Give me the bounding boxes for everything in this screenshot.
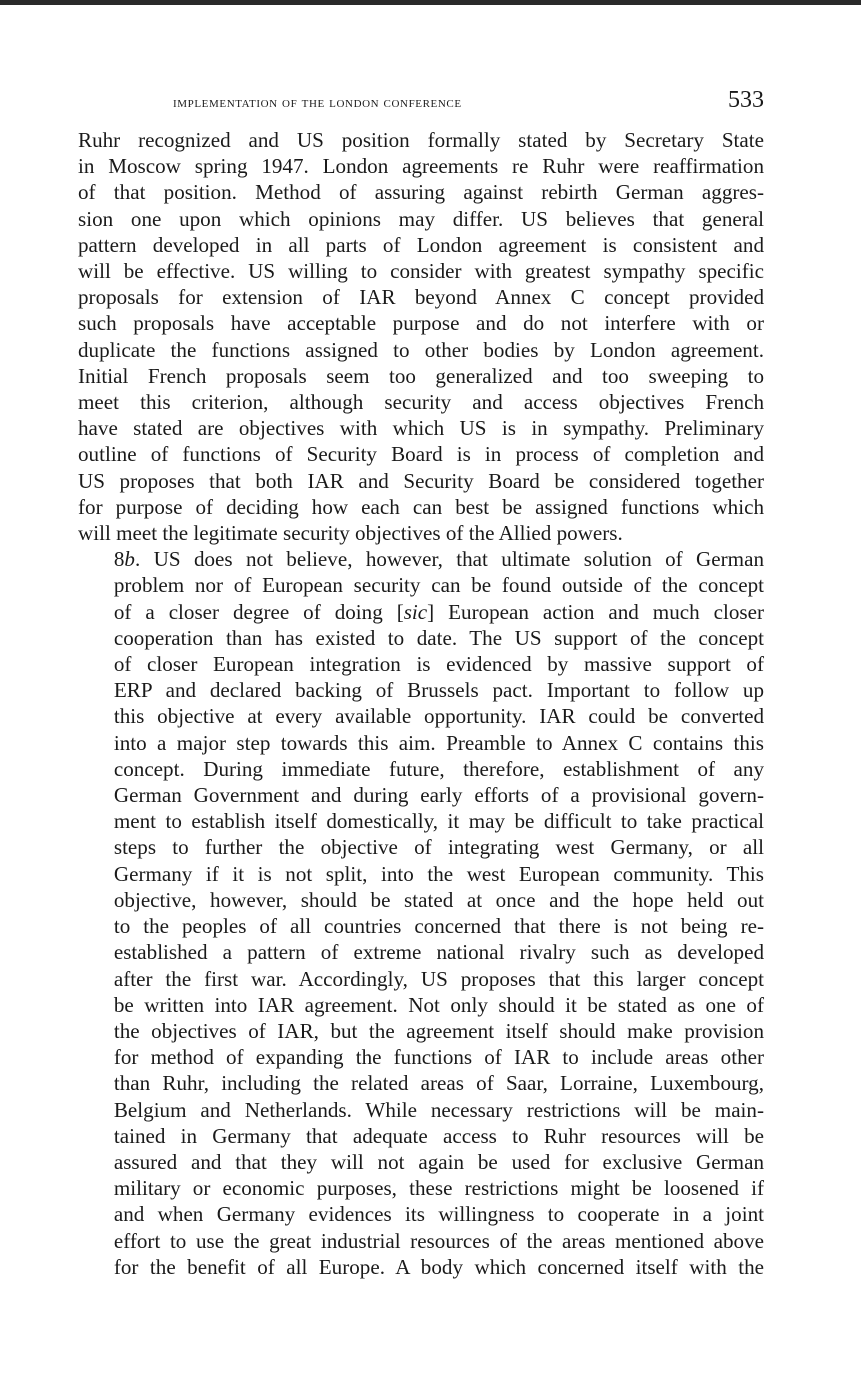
sic-notation: sic [403,599,428,624]
paragraph-line: problem nor of European security can be found outside of the concept [113,573,764,598]
paragraph-line: German Government and during early efforts of a provisional govern- [113,783,764,808]
paragraph-line: ERP and declared backing of Brussels pact. Important to follow up [113,678,764,703]
paragraph-line: tained in Germany that adequate access to Ruhr resources will be [113,1123,764,1148]
paragraph-line: established a pattern of extreme national rivalry such as developed [113,940,764,965]
paragraph-line: and when Germany evidences its willingness to cooperate in a joint [113,1202,764,1227]
paragraph-line: duplicate the functions assigned to other bodies by London agreement. [78,337,764,362]
paragraph-line: of closer European integration is evidenced by massive support of [113,652,764,677]
paragraph-line: proposals for extension of IAR beyond Annex C concept provided [78,285,764,310]
paragraph-line: such proposals have acceptable purpose and do not interfere with or [78,311,764,336]
document-page [78,85,764,1280]
page-number: 533 [728,87,764,113]
paragraph-line: will be effective. US willing to consider with greatest sympathy specific [78,259,764,284]
paragraph-line: Ruhr recognized and US position formally stated by Secretary State [78,128,764,152]
running-head [78,85,764,127]
paragraph-line: have stated are objectives with which US is in sympathy. Preliminary [78,416,764,441]
paragraph-line: after the first war. Accordingly, US proposes that this larger concept [113,966,764,991]
paragraph-line: assured and that they will not again be used for exclusive German [113,1149,764,1174]
paragraph-line: outline of functions of Security Board is in process of completion and [78,442,764,467]
paragraph-line: meet this criterion, although security and access objectives French [78,390,764,415]
paragraph-line: cooperation than has existed to date. The US support of the concept [113,625,764,650]
paragraph-line: 8b. US does not believe, however, that ultimate solution of German [113,547,764,572]
paragraph-line: this objective at every available opportunity. IAR could be converted [113,704,764,729]
paragraph-line: Initial French proposals seem too generalized and too sweeping to [78,363,764,388]
paragraph-line: of that position. Method of assuring against rebirth German aggres- [78,180,764,205]
paragraph-line: to the peoples of all countries concerned that there is not being re- [113,914,764,939]
paragraph-line: Germany if it is not split, into the west European community. This [113,861,764,886]
paragraph-line: than Ruhr, including the related areas of Saar, Lorraine, Luxembourg, [113,1071,764,1096]
page-top-edge [0,0,861,5]
paragraph-line: of a closer degree of doing [sic] European action and much closer [113,599,764,624]
paragraph-line: objective, however, should be stated at once and the hope held out [113,887,764,912]
paragraph-line: into a major step towards this aim. Preamble to Annex C contains this [113,730,764,755]
paragraph-line: the objectives of IAR, but the agreement itself should make provision [113,1018,764,1043]
paragraph-line: military or economic purposes, these restrictions might be loosened if [113,1176,764,1201]
paragraph-line: steps to further the objective of integrating west Germany, or all [113,835,764,860]
paragraph-line: US proposes that both IAR and Security Board be considered together [78,468,764,493]
paragraph-line: will meet the legitimate security objectives of the Allied powers. [78,521,623,546]
paragraph-line: for purpose of deciding how each can best be assigned functions which [78,494,764,519]
paragraph-line: sion one upon which opinions may differ. US believes that general [78,206,764,231]
paragraph-line: ment to establish itself domestically, it may be difficult to take practical [113,809,764,834]
paragraph-line: effort to use the great industrial resources of the areas mentioned above [113,1228,764,1253]
paragraph-line: in Moscow spring 1947. London agreements re Ruhr were reaffirmation [78,154,764,179]
paragraph-line: for method of expanding the functions of IAR to include areas other [113,1045,764,1070]
paragraph-line: pattern developed in all parts of London agreement is consistent and [78,232,764,257]
paragraph-line: Belgium and Netherlands. While necessary restrictions will be main- [113,1097,764,1122]
paragraph-continuation [78,127,764,546]
paragraph-line: concept. During immediate future, therefore, establishment of any [113,756,764,781]
running-title: implementation of the london conference [173,95,462,111]
paragraph-number: 8b. [113,547,141,572]
paragraph-8b [78,546,764,1280]
paragraph-line: be written into IAR agreement. Not only should it be stated as one of [113,992,764,1017]
paragraph-line: for the benefit of all Europe. A body which concerned itself with the [113,1254,764,1279]
